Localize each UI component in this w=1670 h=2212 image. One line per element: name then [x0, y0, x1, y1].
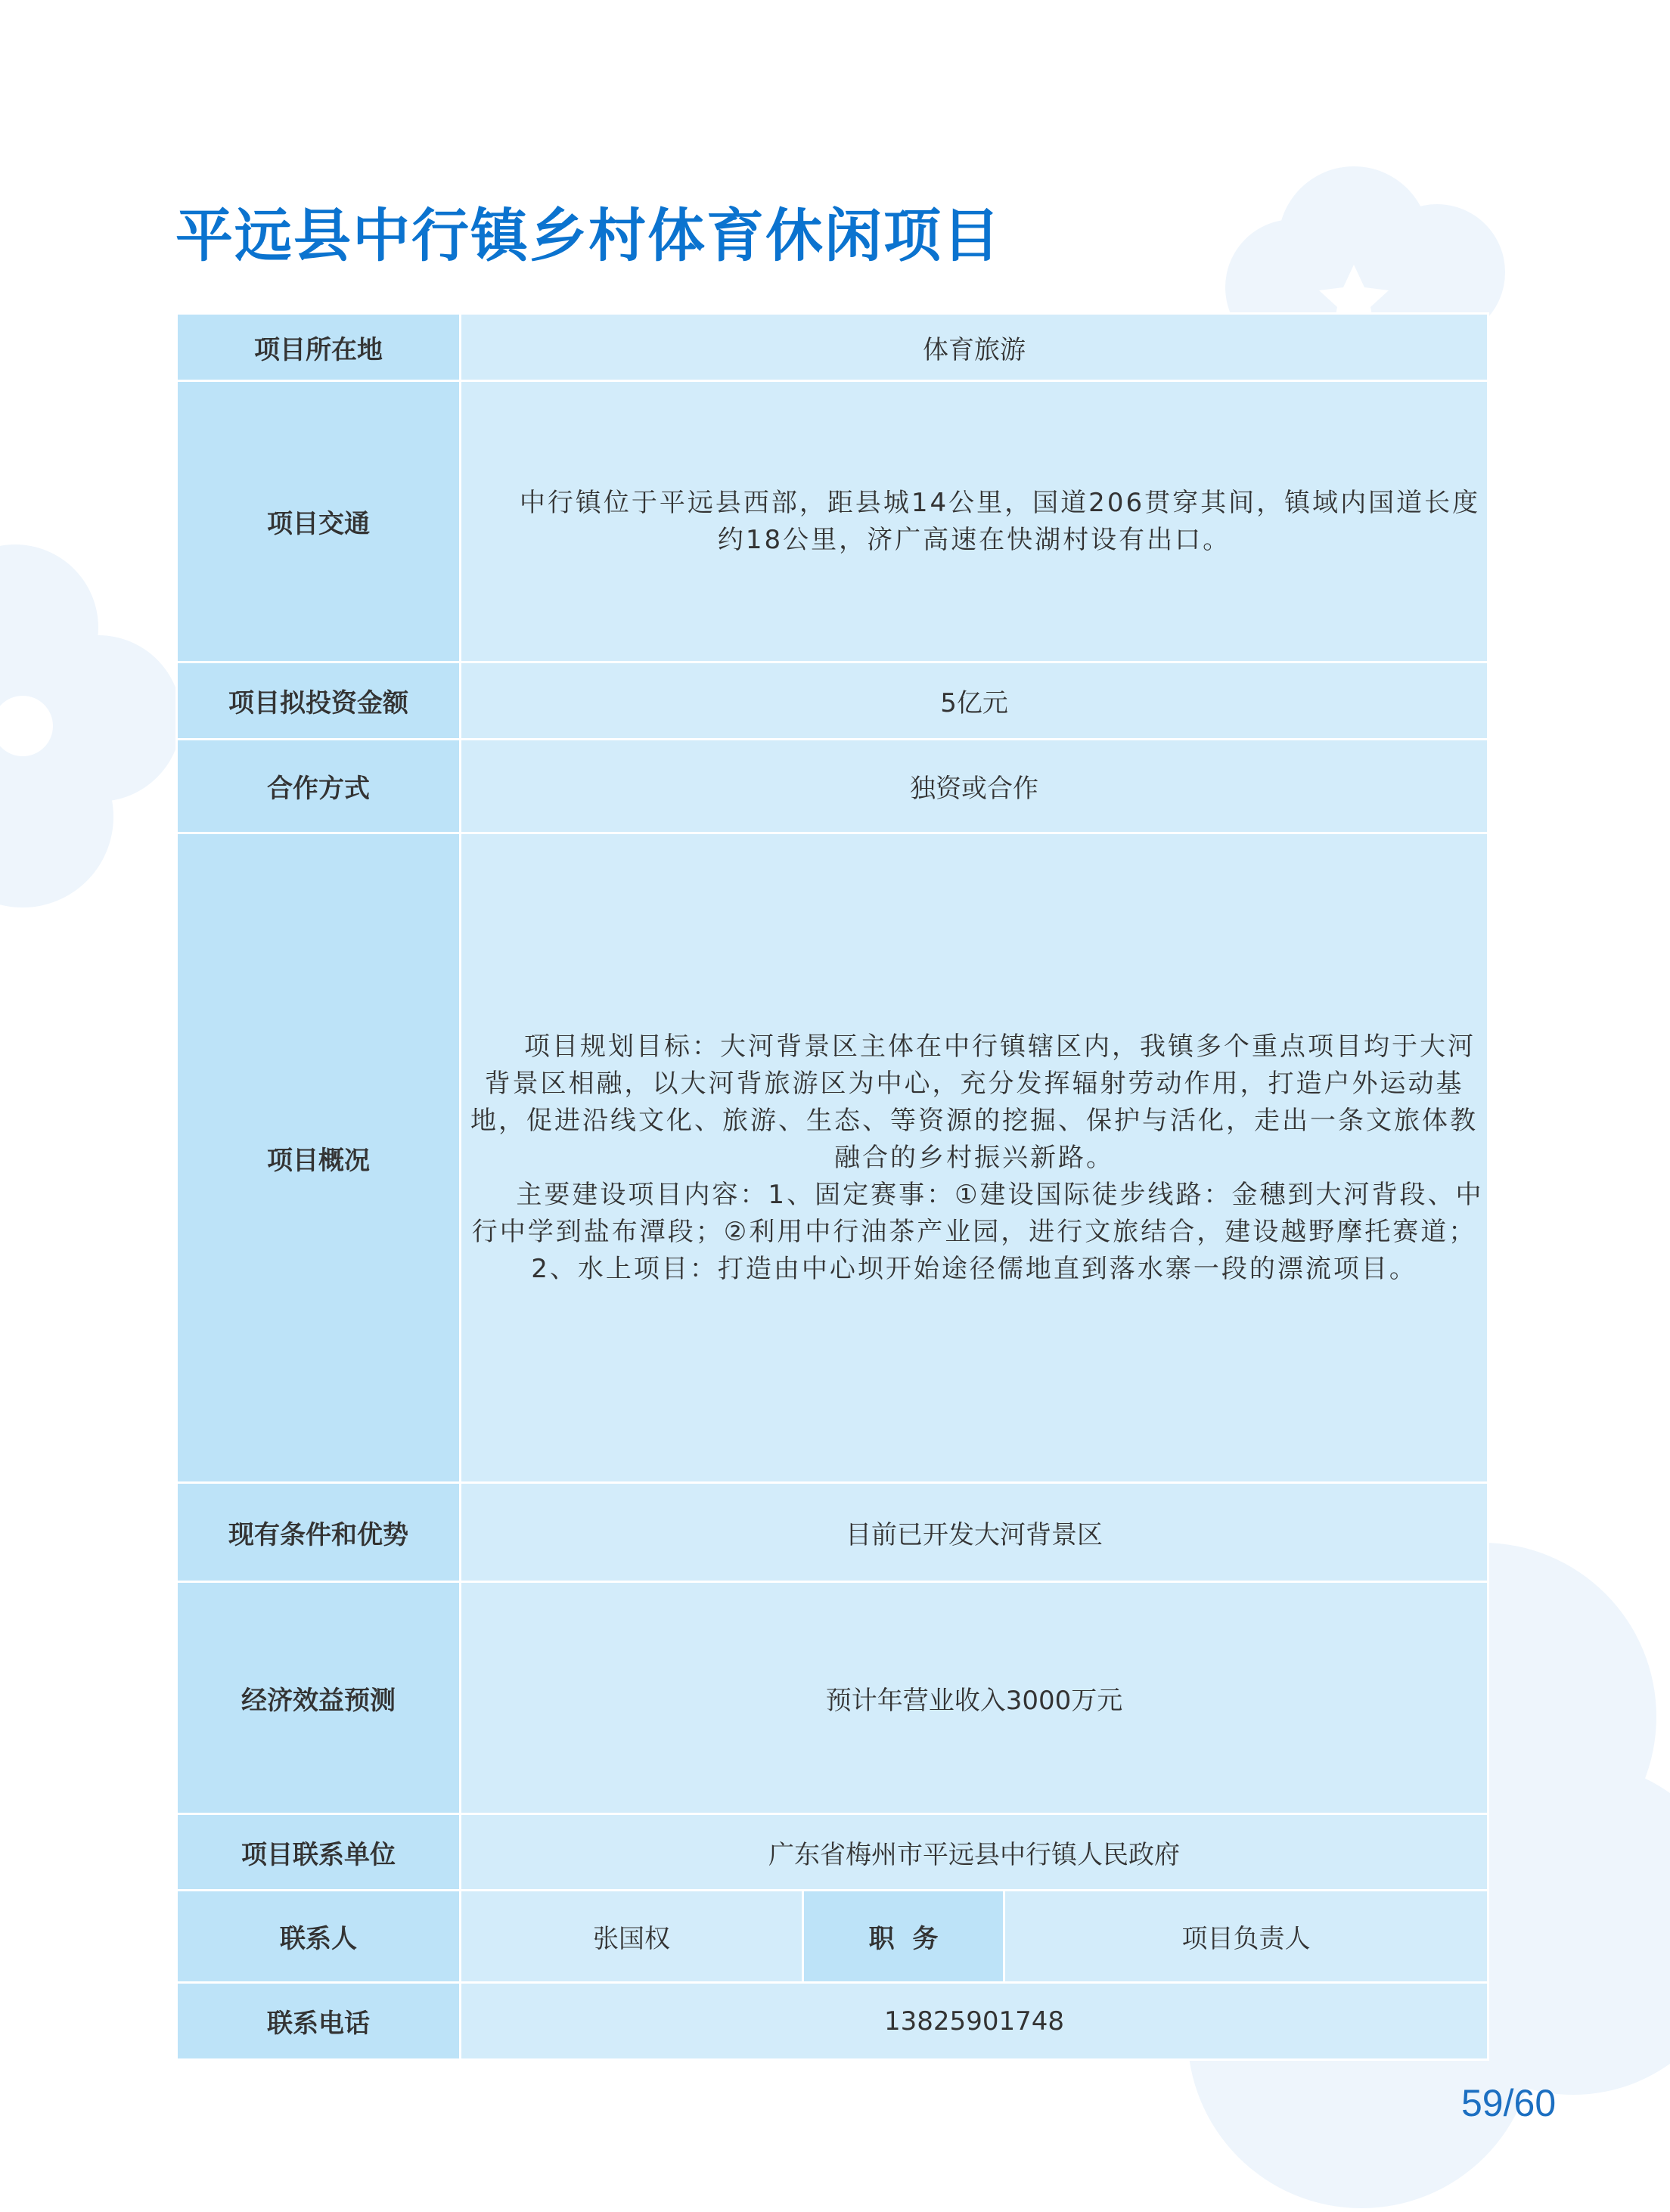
- phone-label: 联系电话: [177, 1983, 461, 2060]
- cooperation-label: 合作方式: [177, 740, 461, 833]
- overview-paragraph-goal: 项目规划目标：大河背景区主体在中行镇辖区内，我镇多个重点项目均于大河背景区相融，以大河背旅游区为中心，充分发挥辐射劳动作用，打造户外运动基地，促进沿线文化、旅游、生态、等资源的挖掘、保护与活化，走出一条文旅体教融合的乡村振兴新路。: [470, 1031, 1478, 1173]
- location-value: 体育旅游: [461, 314, 1488, 381]
- location-label: 项目所在地: [177, 314, 461, 381]
- page-title: 平远县中行镇乡村体育休闲项目: [175, 202, 1001, 269]
- position-label: 职 务: [803, 1891, 1004, 1983]
- advantages-value: 目前已开发大河背景区: [461, 1483, 1488, 1582]
- page-number: 59/60: [1461, 2082, 1557, 2124]
- contact-name: 张国权: [461, 1891, 803, 1983]
- transport-label: 项目交通: [177, 381, 461, 662]
- forecast-label: 经济效益预测: [177, 1582, 461, 1814]
- overview-label: 项目概况: [177, 833, 461, 1483]
- overview-value-cell: [461, 833, 1488, 1483]
- transport-value-cell: [461, 381, 1488, 662]
- overview-paragraph-content: 主要建设项目内容：1、固定赛事：①建设国际徒步线路：金穗到大河背段、中行中学到盐布潭段；②利用中行油茶产业园，进行文旅结合，建设越野摩托赛道；2、水上项目：打造由中心坝开始途径儒地直到落水寨一段的漂流项目。: [471, 1179, 1484, 1284]
- table-row: [177, 662, 1488, 740]
- table-row: [177, 1483, 1488, 1582]
- unit-label: 项目联系单位: [177, 1814, 461, 1891]
- cooperation-value: 独资或合作: [461, 740, 1488, 833]
- position-value: 项目负责人: [1004, 1891, 1488, 1983]
- contact-label: 联系人: [177, 1891, 461, 1983]
- table-row: [177, 381, 1488, 662]
- table-row: [177, 1814, 1488, 1891]
- table-row: [177, 833, 1488, 1483]
- unit-value: 广东省梅州市平远县中行镇人民政府: [461, 1814, 1488, 1891]
- table-row: [177, 314, 1488, 381]
- table-row: [177, 1582, 1488, 1814]
- table-row: [177, 1983, 1488, 2060]
- advantages-label: 现有条件和优势: [177, 1483, 461, 1582]
- table-row: [177, 740, 1488, 833]
- forecast-value: 预计年营业收入3000万元: [461, 1582, 1488, 1814]
- table-row: [177, 1891, 1488, 1983]
- transport-text: 中行镇位于平远县西部，距县城14公里，国道206贯穿其间，镇域内国道长度约18公里，济广高速在快湖村设有出口。: [519, 487, 1481, 555]
- project-info-table: [175, 312, 1489, 2061]
- investment-value: 5亿元: [461, 662, 1488, 740]
- phone-value: 13825901748: [461, 1983, 1488, 2060]
- investment-label: 项目拟投资金额: [177, 662, 461, 740]
